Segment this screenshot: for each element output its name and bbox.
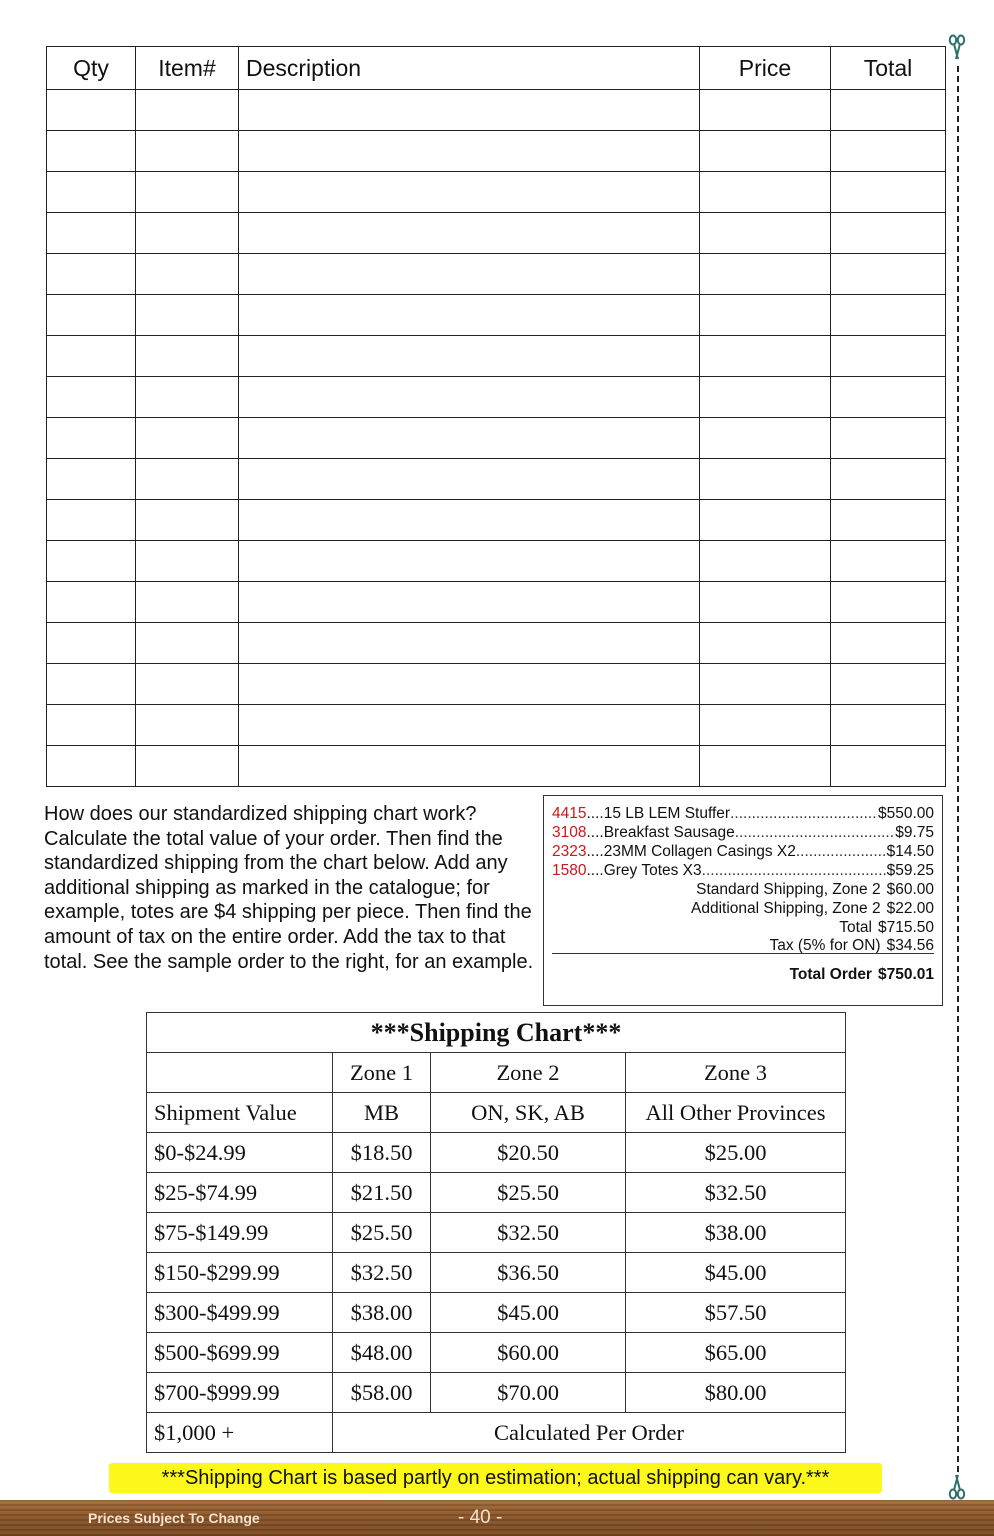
order-entry-cell[interactable] <box>831 623 946 664</box>
order-entry-row[interactable] <box>47 541 946 582</box>
header-item-number: Item# <box>136 47 239 90</box>
order-entry-cell[interactable] <box>47 541 136 582</box>
order-entry-cell[interactable] <box>47 90 136 131</box>
zone-1-rate-cell: $25.50 <box>333 1213 431 1253</box>
header-price: Price <box>700 47 831 90</box>
order-entry-cell[interactable] <box>47 336 136 377</box>
order-entry-cell[interactable] <box>831 131 946 172</box>
order-entry-cell[interactable] <box>239 418 700 459</box>
summary-label: Tax (5% for ON) <box>769 937 881 954</box>
order-form-table <box>46 46 946 787</box>
chart-header-row <box>147 1093 846 1133</box>
order-entry-cell[interactable] <box>831 418 946 459</box>
cut-line <box>957 66 959 1472</box>
summary-label: Standard Shipping, Zone 2 <box>696 881 881 898</box>
sample-divider <box>552 953 934 954</box>
zone-3-rate-cell: $45.00 <box>626 1253 846 1293</box>
shipment-range-cell: $0-$24.99 <box>147 1133 333 1173</box>
order-entry-row[interactable] <box>47 131 946 172</box>
zone-3-provinces: All Other Provinces <box>626 1093 846 1133</box>
zone-2-rate-cell: $45.00 <box>431 1293 626 1333</box>
order-rows <box>47 90 946 787</box>
order-entry-cell[interactable] <box>700 500 831 541</box>
zone-3-rate-cell: $32.50 <box>626 1173 846 1213</box>
order-entry-cell[interactable] <box>700 746 831 787</box>
order-entry-cell[interactable] <box>136 254 239 295</box>
order-entry-cell[interactable] <box>239 295 700 336</box>
summary-label: Total <box>839 919 872 936</box>
zone-2-label: Zone 2 <box>431 1053 626 1093</box>
dot-leader <box>702 861 887 880</box>
order-entry-cell[interactable] <box>136 705 239 746</box>
order-entry-cell[interactable] <box>700 459 831 500</box>
sample-item-amount: $14.50 <box>886 843 934 860</box>
shipping-rate-row <box>147 1213 846 1253</box>
order-entry-cell[interactable] <box>239 336 700 377</box>
sample-item-amount: $550.00 <box>877 805 934 822</box>
zone-1-rate-cell: $58.00 <box>333 1373 431 1413</box>
order-entry-cell[interactable] <box>47 664 136 705</box>
order-entry-cell[interactable] <box>47 500 136 541</box>
zone-3-label: Zone 3 <box>626 1053 846 1093</box>
order-entry-cell[interactable] <box>831 582 946 623</box>
order-entry-cell[interactable] <box>831 254 946 295</box>
order-entry-row[interactable] <box>47 254 946 295</box>
scissors-icon <box>944 34 970 60</box>
order-entry-cell[interactable] <box>136 664 239 705</box>
order-entry-cell[interactable] <box>700 336 831 377</box>
zone-2-rate-cell: $25.50 <box>431 1173 626 1213</box>
order-entry-cell[interactable] <box>831 459 946 500</box>
sample-total-line <box>552 965 934 984</box>
order-entry-cell[interactable] <box>47 746 136 787</box>
shipping-explanation: How does our standardized shipping chart work? Calculate the total value of your order. Then find the standardized shipping from the chart below. Add any additional shipping as marked in the catalogue; for example, totes are $4 shipping per piece. Then find the amount of tax on the entire order. Add the tax to that total. See the sample order to the right, for an example. <box>44 803 534 973</box>
order-entry-cell[interactable] <box>700 213 831 254</box>
sample-summary-line <box>552 899 934 918</box>
order-entry-cell[interactable] <box>700 295 831 336</box>
order-entry-row[interactable] <box>47 213 946 254</box>
sample-item-line <box>552 804 934 823</box>
summary-amount: $34.56 <box>886 937 934 954</box>
order-entry-cell[interactable] <box>831 664 946 705</box>
zone-3-rate-cell: $38.00 <box>626 1213 846 1253</box>
shipping-rate-row <box>147 1333 846 1373</box>
sample-item-line <box>552 861 934 880</box>
order-entry-cell[interactable] <box>831 213 946 254</box>
sample-item-amount: $9.75 <box>895 824 934 841</box>
order-entry-row[interactable] <box>47 377 946 418</box>
sample-item-code: 4415 <box>552 805 587 822</box>
header-qty: Qty <box>47 47 136 90</box>
order-entry-cell[interactable] <box>239 254 700 295</box>
order-entry-cell[interactable] <box>136 623 239 664</box>
sample-order-box <box>543 795 943 1006</box>
summary-amount: $715.50 <box>877 919 934 936</box>
order-entry-cell[interactable] <box>239 582 700 623</box>
chart-title-row <box>147 1013 846 1053</box>
order-entry-cell[interactable] <box>831 377 946 418</box>
sample-item-sep: .... <box>586 843 604 860</box>
order-entry-cell[interactable] <box>700 172 831 213</box>
sample-summary-line <box>552 880 934 899</box>
order-entry-cell[interactable] <box>831 336 946 377</box>
zone-blank-cell <box>147 1053 333 1093</box>
zone-1-rate-cell: $32.50 <box>333 1253 431 1293</box>
zone-2-rate-cell: $36.50 <box>431 1253 626 1293</box>
page-number: - 40 - <box>458 1507 503 1528</box>
zone-1-provinces: MB <box>333 1093 431 1133</box>
shipping-rate-row <box>147 1293 846 1333</box>
header-total: Total <box>831 47 946 90</box>
order-entry-cell[interactable] <box>47 623 136 664</box>
sample-item-line <box>552 823 934 842</box>
shipping-rate-row <box>147 1373 846 1413</box>
order-entry-cell[interactable] <box>136 90 239 131</box>
order-entry-cell[interactable] <box>47 254 136 295</box>
order-entry-row[interactable] <box>47 172 946 213</box>
shipment-range-cell: $75-$149.99 <box>147 1213 333 1253</box>
order-entry-cell[interactable] <box>700 582 831 623</box>
sample-item-code: 3108 <box>552 824 587 841</box>
zone-3-rate-cell: $57.50 <box>626 1293 846 1333</box>
order-entry-cell[interactable] <box>136 377 239 418</box>
sample-summary-line <box>552 918 934 937</box>
order-entry-cell[interactable] <box>136 418 239 459</box>
shipment-range-cell: $500-$699.99 <box>147 1333 333 1373</box>
sample-item-code: 1580 <box>552 862 587 879</box>
order-entry-cell[interactable] <box>831 90 946 131</box>
shipping-chart-title: ***Shipping Chart*** <box>147 1013 846 1053</box>
shipping-rate-row <box>147 1173 846 1213</box>
order-entry-cell[interactable] <box>239 459 700 500</box>
order-entry-cell[interactable] <box>700 254 831 295</box>
zone-1-rate-cell: $21.50 <box>333 1173 431 1213</box>
scissors-icon <box>944 1474 970 1500</box>
order-entry-row[interactable] <box>47 582 946 623</box>
order-entry-cell[interactable] <box>831 705 946 746</box>
order-entry-cell[interactable] <box>700 377 831 418</box>
order-entry-cell[interactable] <box>700 90 831 131</box>
zone-1-label: Zone 1 <box>333 1053 431 1093</box>
order-entry-cell[interactable] <box>239 90 700 131</box>
zone-3-rate-cell: $65.00 <box>626 1333 846 1373</box>
order-entry-cell[interactable] <box>136 295 239 336</box>
zone-2-provinces: ON, SK, AB <box>431 1093 626 1133</box>
order-entry-cell[interactable] <box>136 172 239 213</box>
order-entry-cell[interactable] <box>136 582 239 623</box>
order-entry-cell[interactable] <box>239 213 700 254</box>
order-entry-row[interactable] <box>47 418 946 459</box>
sample-item-desc: Breakfast Sausage <box>603 824 735 841</box>
order-entry-cell[interactable] <box>136 131 239 172</box>
order-entry-cell[interactable] <box>831 541 946 582</box>
sample-item-desc: Grey Totes X3 <box>603 862 702 879</box>
zone-row <box>147 1053 846 1093</box>
shipment-range-cell: $700-$999.99 <box>147 1373 333 1413</box>
order-entry-cell[interactable] <box>136 541 239 582</box>
shipment-value-header: Shipment Value <box>147 1093 333 1133</box>
footer-band <box>0 1500 994 1536</box>
order-entry-cell[interactable] <box>700 418 831 459</box>
order-entry-cell[interactable] <box>136 459 239 500</box>
summary-amount: $60.00 <box>886 881 934 898</box>
prices-notice: Prices Subject To Change <box>88 1510 260 1526</box>
shipment-range-cell: $150-$299.99 <box>147 1253 333 1293</box>
order-entry-cell[interactable] <box>47 418 136 459</box>
header-description: Description <box>239 47 700 90</box>
order-entry-cell[interactable] <box>47 172 136 213</box>
summary-label: Additional Shipping, Zone 2 <box>690 900 881 917</box>
summary-amount: $22.00 <box>886 900 934 917</box>
sample-item-desc: 23MM Collagen Casings X2 <box>603 843 796 860</box>
sample-item-line <box>552 842 934 861</box>
order-entry-row[interactable] <box>47 746 946 787</box>
order-entry-row[interactable] <box>47 336 946 377</box>
order-entry-cell[interactable] <box>700 541 831 582</box>
dot-leader <box>735 823 896 842</box>
order-entry-cell[interactable] <box>700 623 831 664</box>
zone-3-rate-cell: $80.00 <box>626 1373 846 1413</box>
shipping-rate-row <box>147 1253 846 1293</box>
order-entry-cell[interactable] <box>239 541 700 582</box>
sample-item-sep: .... <box>586 862 604 879</box>
order-entry-cell[interactable] <box>47 705 136 746</box>
order-entry-cell[interactable] <box>47 377 136 418</box>
order-entry-row[interactable] <box>47 500 946 541</box>
zone-2-rate-cell: $60.00 <box>431 1333 626 1373</box>
sample-item-desc: 15 LB LEM Stuffer <box>603 805 731 822</box>
zone-1-rate-cell: $48.00 <box>333 1333 431 1373</box>
order-entry-cell[interactable] <box>136 500 239 541</box>
shipment-range-cell: $300-$499.99 <box>147 1293 333 1333</box>
order-entry-cell[interactable] <box>47 459 136 500</box>
order-entry-cell[interactable] <box>239 623 700 664</box>
order-entry-cell[interactable] <box>831 172 946 213</box>
dot-leader <box>796 842 887 861</box>
order-header-row <box>47 47 946 90</box>
zone-1-rate-cell: $18.50 <box>333 1133 431 1173</box>
zone-3-rate-cell: $25.00 <box>626 1133 846 1173</box>
shipment-range-cell: $1,000 + <box>147 1413 333 1453</box>
sample-item-sep: .... <box>586 824 604 841</box>
order-entry-cell[interactable] <box>831 746 946 787</box>
dot-leader <box>730 804 878 823</box>
sample-item-amount: $59.25 <box>886 862 934 879</box>
zone-2-rate-cell: $20.50 <box>431 1133 626 1173</box>
sample-item-code: 2323 <box>552 843 587 860</box>
order-entry-cell[interactable] <box>47 295 136 336</box>
order-entry-cell[interactable] <box>239 705 700 746</box>
zone-2-rate-cell: $70.00 <box>431 1373 626 1413</box>
order-entry-cell[interactable] <box>136 746 239 787</box>
shipping-rate-row <box>147 1133 846 1173</box>
order-entry-cell[interactable] <box>239 664 700 705</box>
order-entry-row[interactable] <box>47 623 946 664</box>
order-entry-row[interactable] <box>47 90 946 131</box>
order-entry-cell[interactable] <box>239 746 700 787</box>
order-entry-cell[interactable] <box>831 500 946 541</box>
total-order-amount: $750.01 <box>877 966 934 983</box>
order-entry-row[interactable] <box>47 705 946 746</box>
order-entry-cell[interactable] <box>47 131 136 172</box>
order-entry-cell[interactable] <box>239 131 700 172</box>
order-entry-cell[interactable] <box>47 582 136 623</box>
order-entry-cell[interactable] <box>47 213 136 254</box>
shipping-chart <box>146 1012 846 1453</box>
calculated-per-order-cell: Calculated Per Order <box>333 1413 846 1453</box>
order-entry-cell[interactable] <box>700 131 831 172</box>
zone-1-rate-cell: $38.00 <box>333 1293 431 1333</box>
order-entry-cell[interactable] <box>239 500 700 541</box>
shipping-rate-row <box>147 1413 846 1453</box>
total-order-label: Total Order <box>789 966 872 983</box>
order-entry-cell[interactable] <box>831 295 946 336</box>
order-entry-cell[interactable] <box>136 213 239 254</box>
zone-2-rate-cell: $32.50 <box>431 1213 626 1253</box>
order-entry-cell[interactable] <box>239 172 700 213</box>
shipment-range-cell: $25-$74.99 <box>147 1173 333 1213</box>
order-entry-cell[interactable] <box>700 664 831 705</box>
order-entry-cell[interactable] <box>700 705 831 746</box>
order-entry-cell[interactable] <box>239 377 700 418</box>
sample-item-sep: .... <box>586 805 604 822</box>
order-entry-cell[interactable] <box>136 336 239 377</box>
shipping-disclaimer: ***Shipping Chart is based partly on estimation; actual shipping can vary.*** <box>109 1463 882 1493</box>
order-entry-row[interactable] <box>47 459 946 500</box>
order-entry-row[interactable] <box>47 664 946 705</box>
order-entry-row[interactable] <box>47 295 946 336</box>
